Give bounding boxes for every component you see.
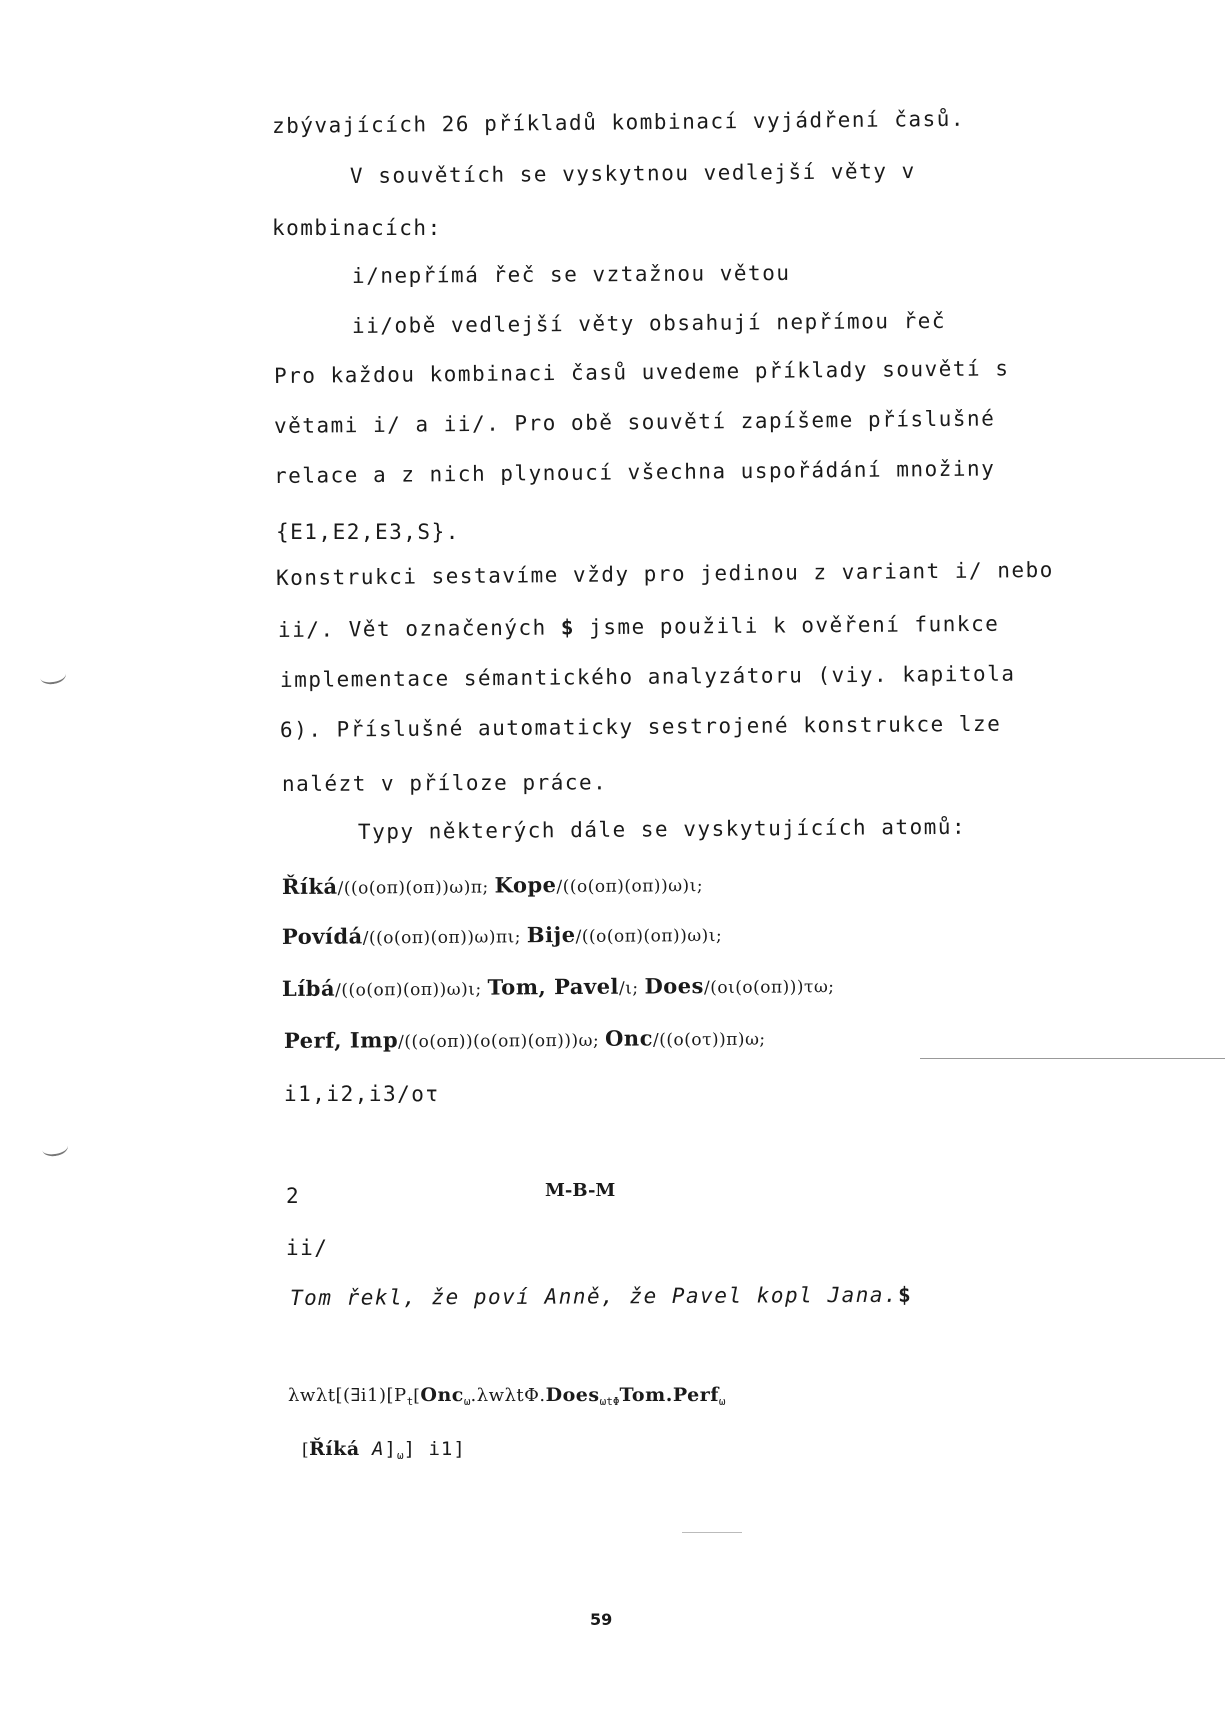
text-line: kombinacích: bbox=[272, 216, 442, 240]
text-line: ii/. Vět označených $ jsme použili k ověření funkce bbox=[277, 611, 1000, 642]
formula-line: [Říká $A]_\omega$] i1] bbox=[302, 1438, 466, 1462]
formula-line: $\lambda w\lambda t[(\exists i1)[P_t[Onc_\omega.\lambda w\lambda t\Phi.Does_{\omega t\Phi}Tom.Perf_\omega$ bbox=[288, 1384, 726, 1408]
type-line: Povídá/((ο(οπ)(οπ))ω)πι; Bije/((ο(οπ)(οπ))ω)ι; bbox=[281, 921, 723, 949]
text-line: Konstrukci sestavíme vždy pro jedinou z variant i/ nebo bbox=[275, 557, 1054, 590]
scan-line bbox=[920, 1058, 1225, 1059]
list-item: i/nepřímá řeč se vztažnou větou bbox=[351, 260, 791, 288]
type-line: i1,i2,i3/οτ bbox=[284, 1082, 440, 1106]
text-line: nalézt v příloze práce. bbox=[281, 770, 608, 796]
text-line: implementace sémantického analyzátoru (viy. kapitola bbox=[279, 661, 1016, 692]
type-line: Perf, Imp/((ο(οπ))(ο(οπ)(οπ)))ω; Onc/((ο(οτ))π)ω; bbox=[283, 1025, 766, 1053]
text-line: Typy některých dále se vyskytujících atomů: bbox=[357, 814, 967, 844]
scan-mark bbox=[39, 666, 67, 686]
section-number: 2 bbox=[286, 1184, 301, 1208]
type-line: Líbá/((ο(οπ)(οπ))ω)ι; Tom, Pavel/ι; Does/(οι(ο(οπ)))τω; bbox=[281, 973, 835, 1001]
section-title: M-B-M bbox=[545, 1180, 616, 1201]
text-line: zbývajících 26 příkladů kombinací vyjádření časů. bbox=[271, 106, 966, 138]
text-line: Pro každou kombinaci časů uvedeme příklady souvětí s bbox=[273, 356, 1010, 388]
type-line: Říká/((ο(οπ)(οπ))ω)π; Kope/((ο(οπ)(οπ))ω)ι; bbox=[281, 872, 704, 899]
list-item: ii/obě vedlejší věty obsahují nepřímou řeč bbox=[351, 308, 947, 338]
scan-mark bbox=[41, 1138, 69, 1158]
example-sentence: Tom řekl, že poví Anně, že Pavel kopl Jana.$ bbox=[289, 1282, 913, 1310]
text-line: {E1,E2,E3,S}. bbox=[276, 520, 460, 544]
scan-line bbox=[682, 1532, 742, 1533]
text-line: relace a z nich plynoucí všechna uspořádání množiny bbox=[273, 456, 996, 488]
page-number: 59 bbox=[590, 1610, 613, 1629]
text-line: větami i/ a ii/. Pro obě souvětí zapíšeme příslušné bbox=[273, 406, 996, 438]
text-line: 6). Příslušné automaticky sestrojené konstrukce lze bbox=[279, 711, 1002, 742]
text-line: V souvětích se vyskytnou vedlejší věty v bbox=[349, 159, 916, 188]
variant-label: ii/ bbox=[286, 1236, 329, 1260]
